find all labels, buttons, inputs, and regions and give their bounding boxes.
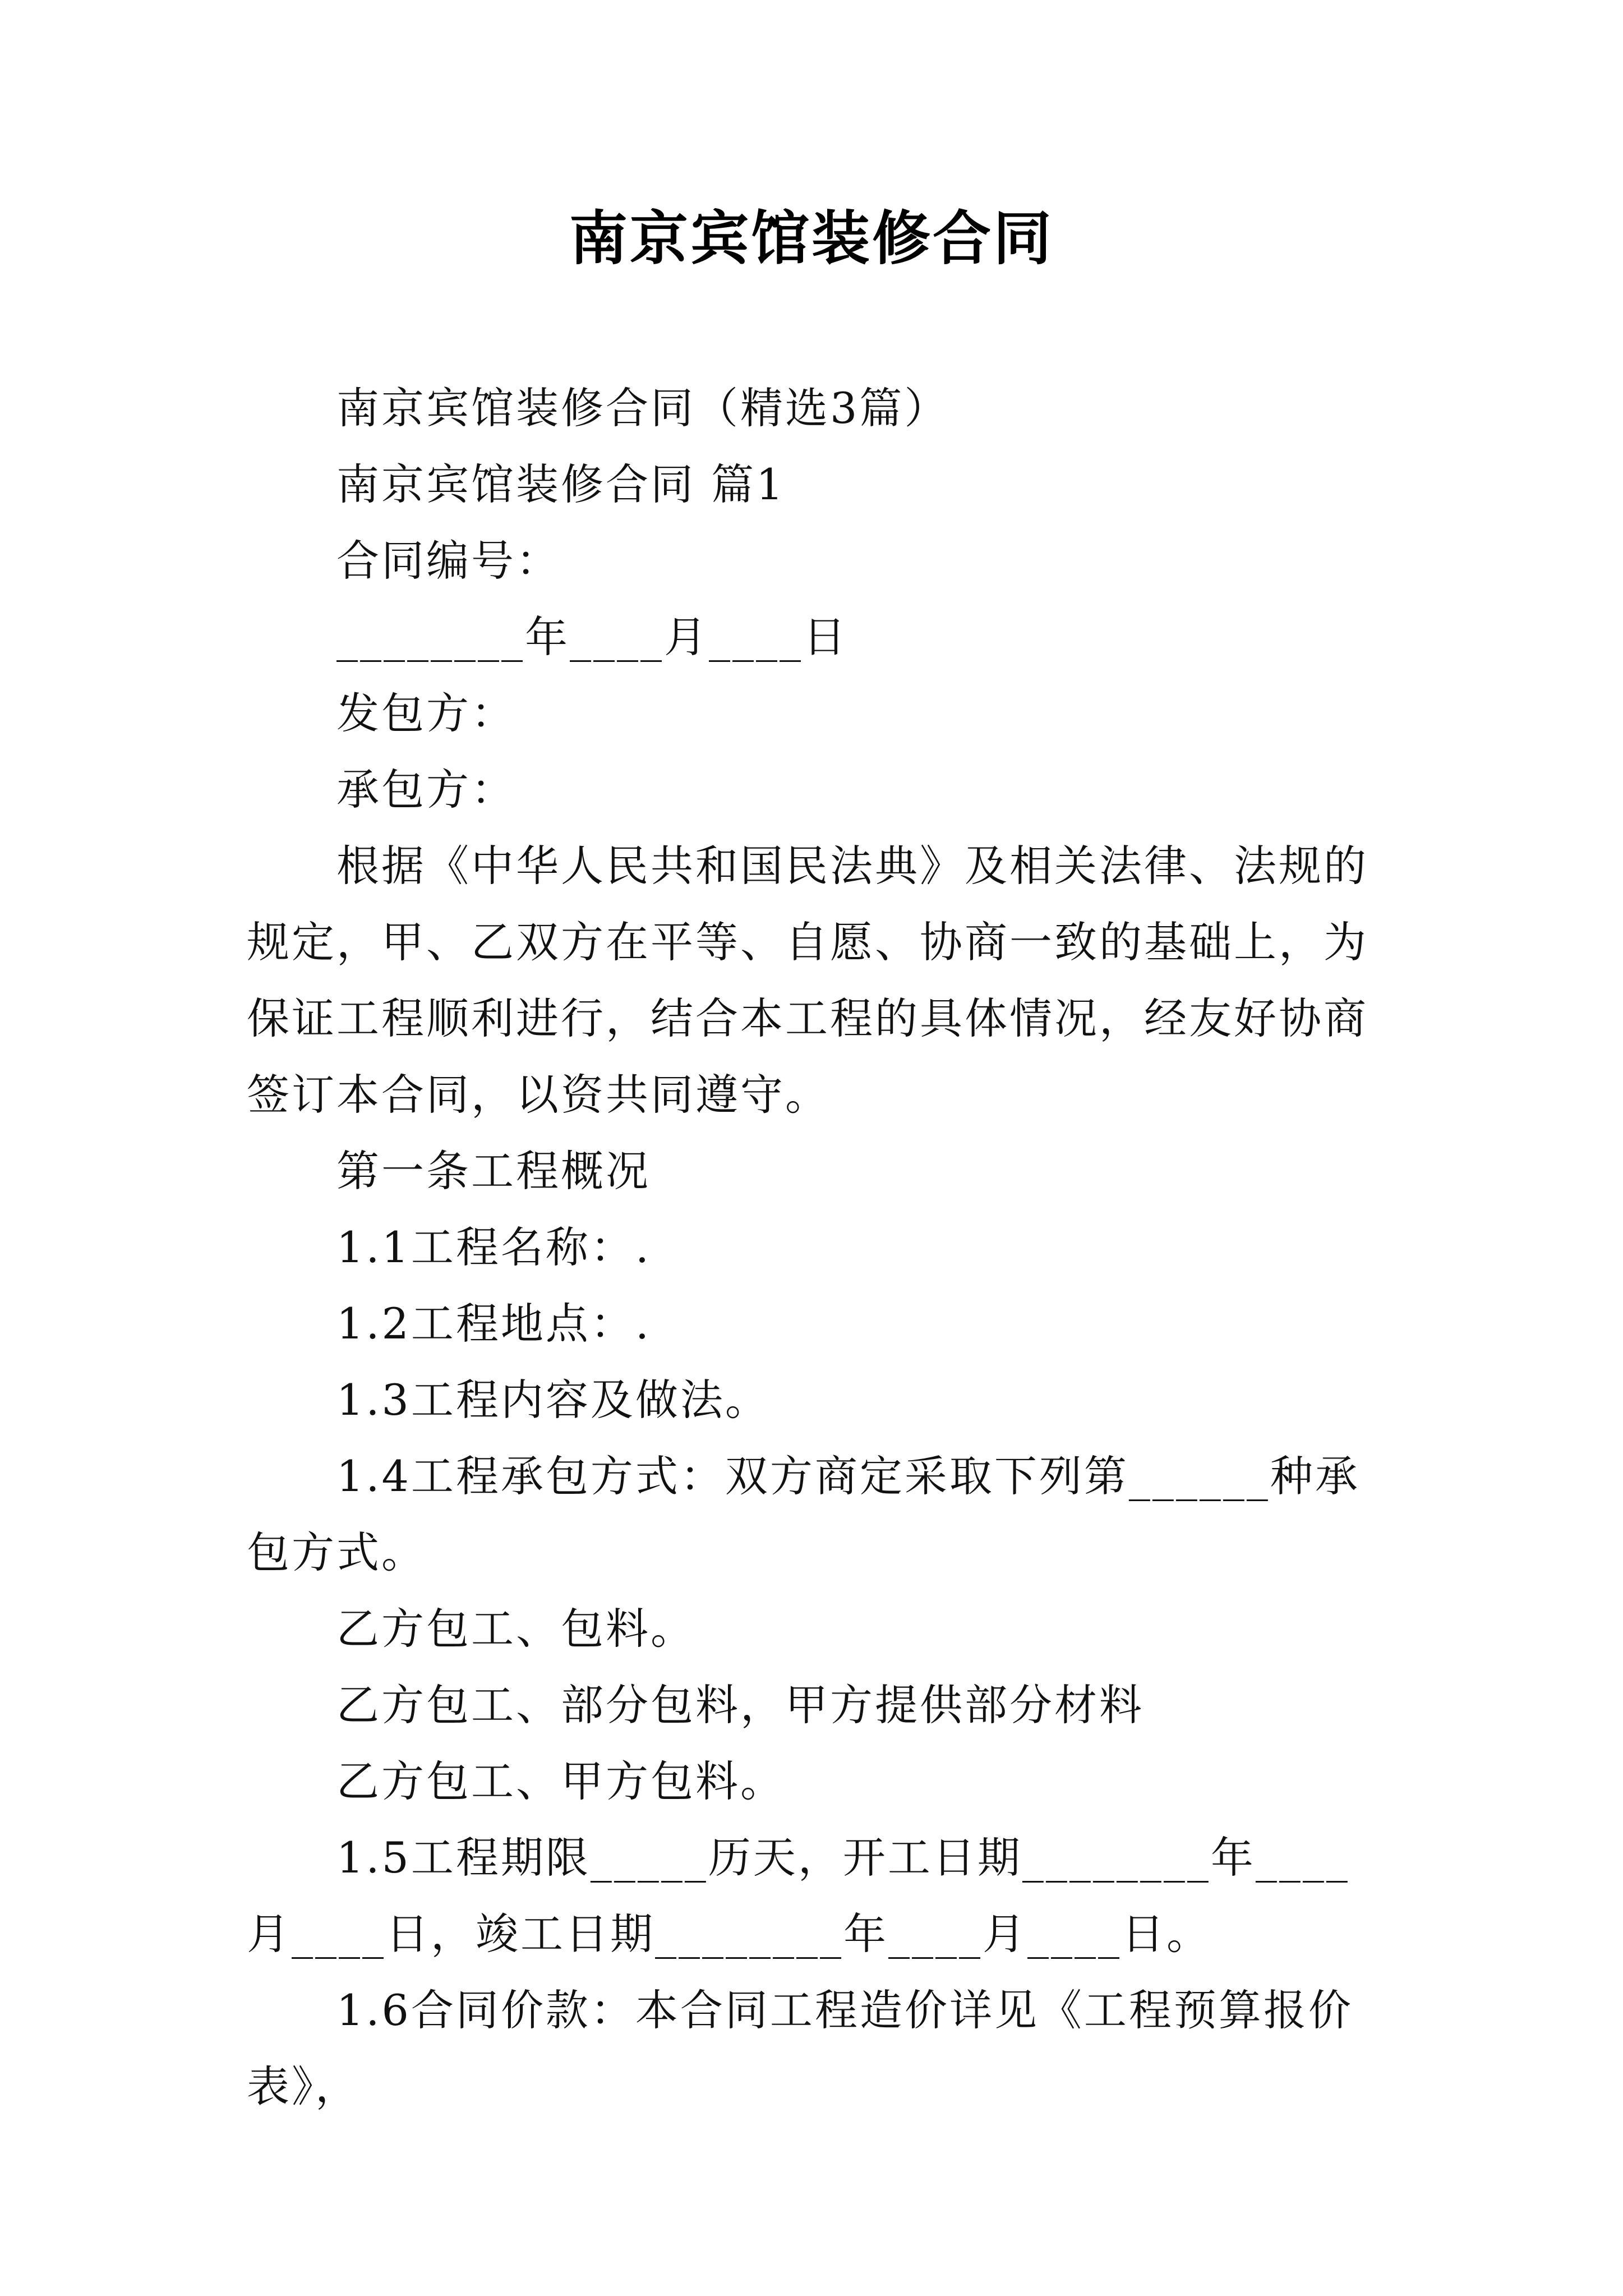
paragraph-party-b: 承包方： (336, 765, 516, 815)
paragraph-date-blank: ________年____月____日 (336, 612, 848, 662)
paragraph-clause-1-4: 1.4工程承包方式：双方商定采取下列第______种承包方式。 (247, 1451, 1360, 1577)
paragraph-preamble: 根据《中华人民共和国民法典》及相关法律、法规的规定，甲、乙双方在平等、自愿、协商一致的基础上，为保证工程顺利进行，结合本工程的具体情况，经友好协商签订本合同，以资共同遵守。 (247, 841, 1368, 1120)
document-title: 南京宾馆装修合同 (569, 204, 1054, 273)
paragraph-clause-1-3: 1.3工程内容及做法。 (336, 1375, 770, 1425)
paragraph-subtitle: 南京宾馆装修合同（精选3篇） (336, 383, 949, 433)
document-body (247, 370, 1380, 2125)
paragraph-clause-1-6: 1.6合同价款：本合同工程造价详见《工程预算报价表》， (247, 1985, 1353, 2111)
paragraph-option-1: 乙方包工、包料。 (336, 1604, 695, 1654)
paragraph-clause-1-5: 1.5工程期限_____历天，开工日期________年____月____日，竣工日期________年____月____日。 (247, 1833, 1350, 1959)
paragraph-party-a: 发包方： (336, 688, 516, 738)
paragraph-contract-number: 合同编号： (336, 536, 561, 586)
paragraph-section-heading: 南京宾馆装修合同 篇1 (336, 459, 786, 509)
paragraph-clause-1-1: 1.1工程名称：. (336, 1222, 652, 1272)
paragraph-clause-1-2: 1.2工程地点：. (336, 1299, 652, 1349)
paragraph-article-1-heading: 第一条工程概况 (336, 1146, 651, 1196)
paragraph-option-3: 乙方包工、甲方包料。 (336, 1756, 785, 1806)
paragraph-option-2: 乙方包工、部分包料，甲方提供部分材料 (336, 1680, 1144, 1730)
